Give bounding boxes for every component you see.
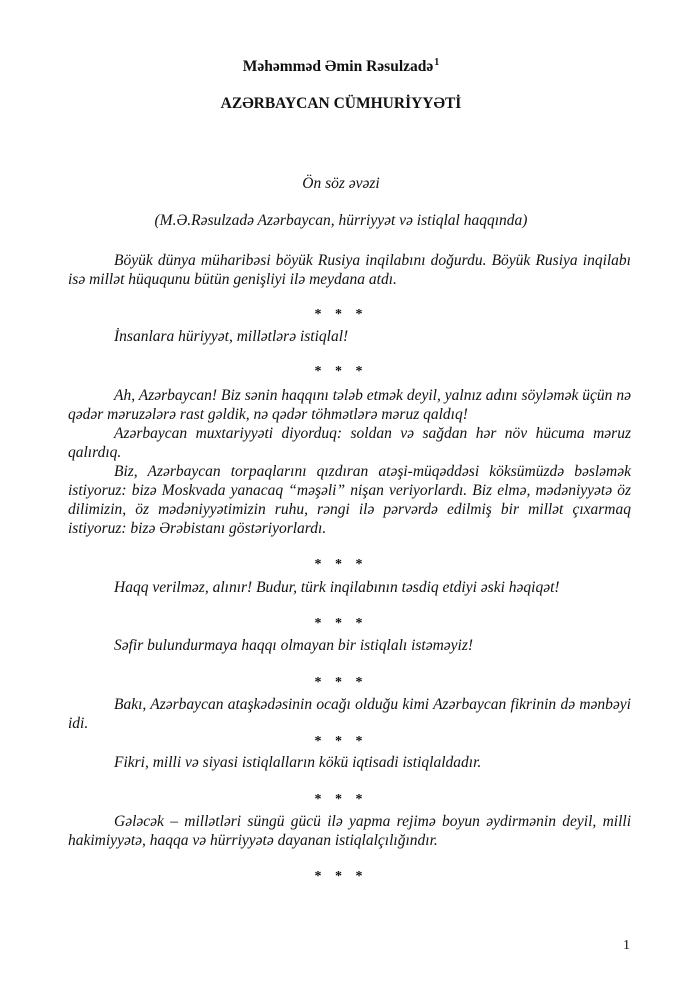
preface-heading: Ön söz əvəzi — [302, 175, 380, 192]
section-separator-7: * * * — [314, 792, 368, 807]
paragraph-2: İnsanlara hüriyyət, millətlərə istiqlal! — [114, 328, 349, 345]
page-number: 1 — [623, 938, 630, 953]
footnote-marker[interactable]: 1 — [434, 57, 440, 68]
section-separator-5: * * * — [314, 675, 368, 690]
paragraph-10: Gələcək – millətləri süngü gücü ilə yapma rejimə boyun əydirmənin deyil, milli hakimiyyətə, haqqa və hürriyyətə dayanan istiqlalçılığındır. — [68, 813, 631, 849]
paragraph-7: Səfir bulundurmaya haqqı olmayan bir istiqlalı istəməyiz! — [114, 637, 474, 654]
paragraph-3: Ah, Azərbaycan! Biz sənin haqqını tələb etmək deyil, yalnız adını söyləmək üçün nə qədər məruzələrə rast gəldik, nə qədər töhmətlərə məruz qaldıq! — [68, 387, 631, 423]
section-separator-3: * * * — [314, 557, 368, 572]
paragraph-8: Bakı, Azərbaycan ataşkədəsinin ocağı olduğu kimi Azərbaycan fikrinin də mənbəyi idi. — [68, 696, 631, 732]
paragraph-6: Haqq verilməz, alınır! Budur, türk inqilabının təsdiq etdiyi əski həqiqət! — [114, 579, 560, 596]
section-separator-1: * * * — [314, 307, 368, 322]
paragraph-4: Azərbaycan muxtariyyəti diyorduq: soldan və sağdan hər növ hücuma məruz qalırdıq. — [68, 425, 631, 461]
section-separator-6: * * * — [314, 734, 368, 749]
preface-subheading: (M.Ə.Rəsulzadə Azərbaycan, hürriyyət və istiqlal haqqında) — [154, 212, 528, 229]
section-separator-2: * * * — [314, 364, 368, 379]
document-title: AZƏRBAYCAN CÜMHURİYYƏTİ — [220, 95, 462, 112]
section-separator-4: * * * — [314, 616, 368, 631]
author-name-text: Məhəmməd Əmin Rəsulzadə — [242, 58, 434, 75]
author-name — [0, 58, 682, 76]
paragraph-5: Biz, Azərbaycan torpaqlarını qızdıran atəşi-müqəddəsi köksümüzdə bəsləmək istiyoruz: bizə Moskvada yanacaq “məşəli” nişan veriyorlardı. Biz elmə, mədəniyyətə öz dilimizin, öz mədəniyyətimizin ruhu, rəngi ilə pərvərdə edilmiş bir millət çıxarmaq istiyoruz: bizə Ərəbistanı göstəriyorlardı. — [68, 463, 631, 537]
paragraph-1: Böyük dünya müharibəsi böyük Rusiya inqilabını doğurdu. Böyük Rusiya inqilabı isə millət hüququnu bütün genişliyi ilə meydana atdı. — [68, 252, 631, 288]
section-separator-8: * * * — [314, 869, 368, 884]
paragraph-9: Fikri, milli və siyasi istiqlalların kökü iqtisadi istiqlaldadır. — [114, 754, 482, 771]
